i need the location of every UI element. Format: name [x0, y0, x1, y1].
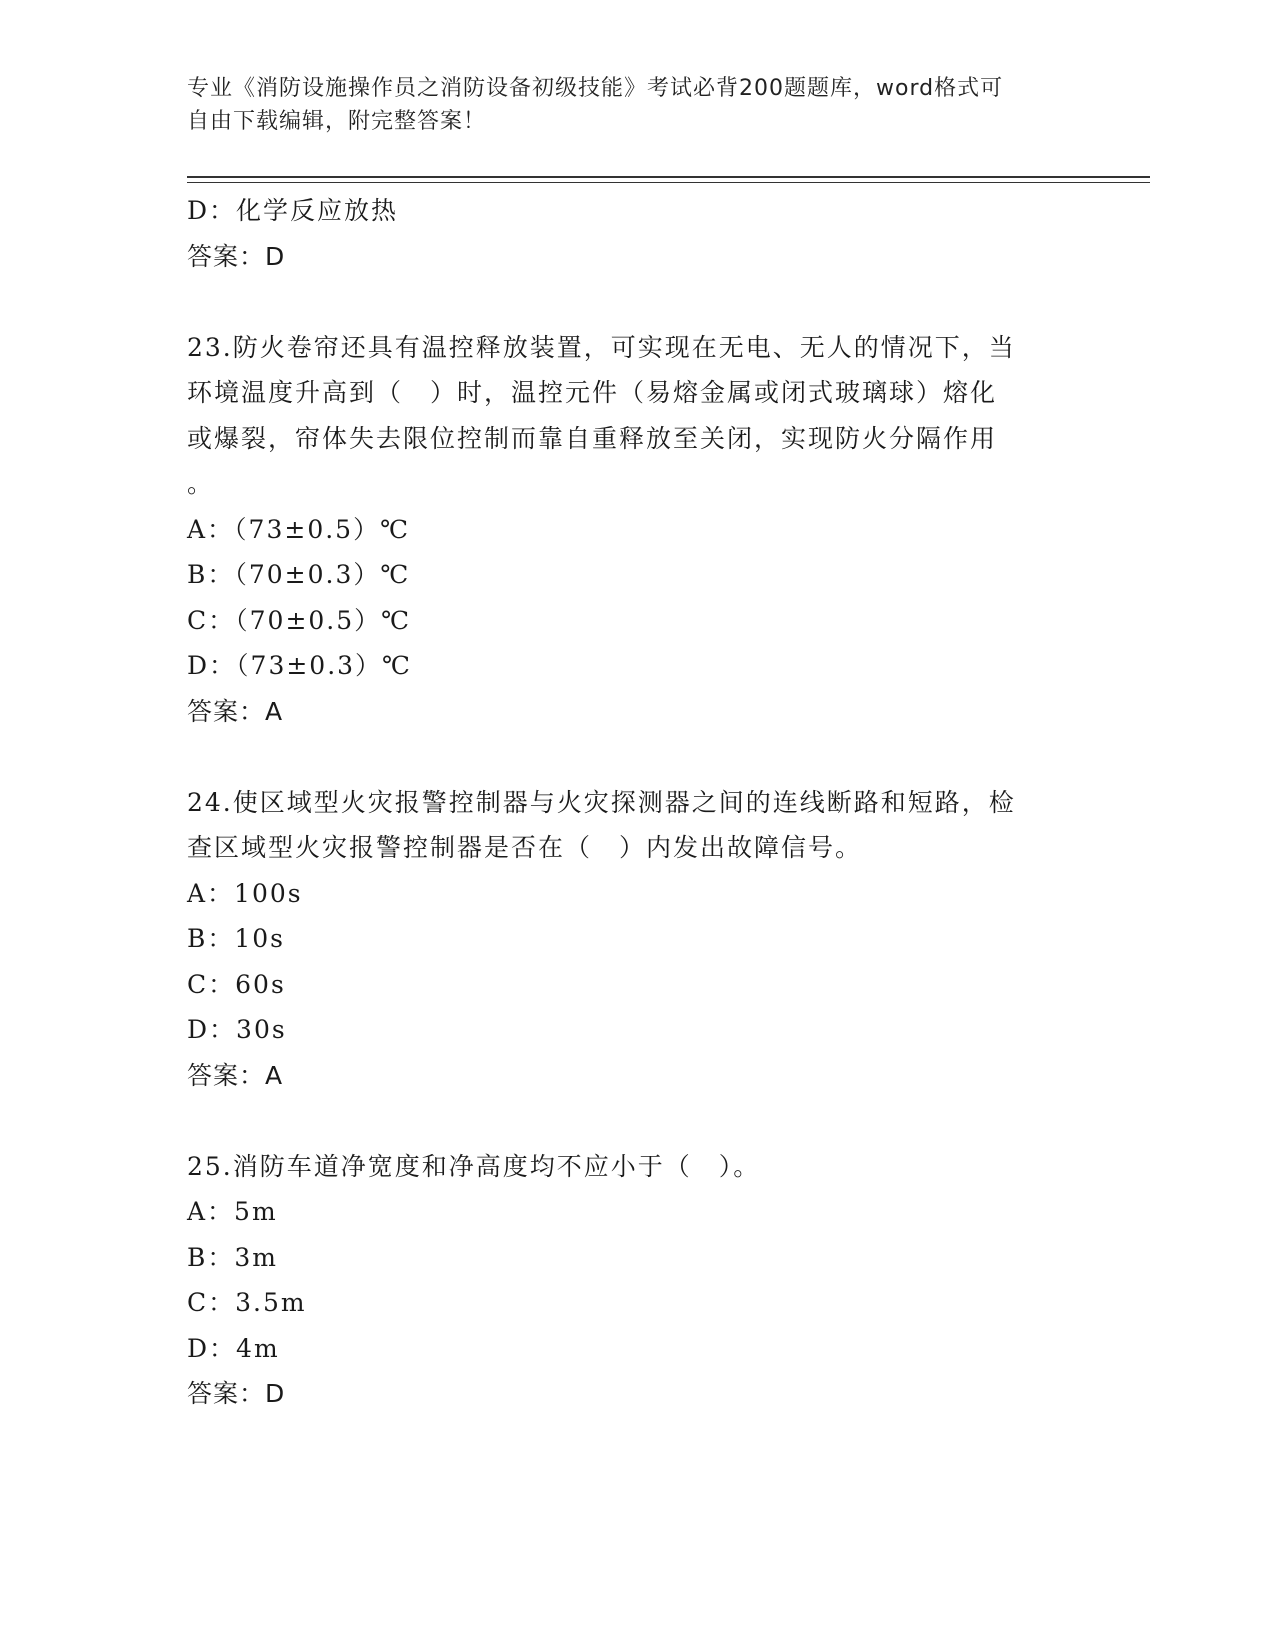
question-25-option-d: D：4m — [187, 1333, 280, 1363]
question-content — [187, 188, 1067, 1417]
question-25 — [187, 1144, 1067, 1417]
prev-option-d: D：化学反应放热 — [187, 196, 399, 225]
question-24-text-line-2: 查区域型火灾报警控制器是否在（ ）内发出故障信号。 — [187, 833, 863, 862]
prev-answer: 答案：D — [187, 241, 286, 271]
question-23-text-line-3: 或爆裂，帘体失去限位控制而靠自重释放至关闭，实现防火分隔作用 — [187, 423, 998, 453]
spacer — [187, 279, 1067, 325]
spacer — [187, 1098, 1067, 1144]
question-25-option-a: A：5m — [187, 1197, 278, 1226]
question-25-text-line-1: 25.消防车道净宽度和净高度均不应小于（ ）。 — [187, 1151, 761, 1181]
question-23-option-a: A：（73±0.5）℃ — [187, 514, 411, 544]
question-23 — [187, 325, 1067, 735]
question-23-text-line-1: 23.防火卷帘还具有温控释放装置，可实现在无电、无人的情况下，当 — [187, 332, 1016, 362]
question-23-option-b: B：（70±0.3）℃ — [187, 560, 411, 589]
question-25-answer: 答案：D — [187, 1379, 286, 1408]
spacer — [187, 734, 1067, 780]
question-24-option-a: A：100s — [187, 878, 303, 908]
question-23-answer: 答案：A — [187, 696, 284, 726]
question-24-answer: 答案：A — [187, 1060, 284, 1090]
header-rule-thick — [187, 176, 1150, 178]
header-line-1: 专业《消防设施操作员之消防设备初级技能》考试必背200题题库，word格式可 — [187, 76, 1004, 101]
question-25-option-c: C：3.5m — [187, 1288, 307, 1317]
question-24-text-line-1: 24.使区域型火灾报警控制器与火灾探测器之间的连线断路和短路，检 — [187, 787, 1016, 817]
question-23-option-d: D：（73±0.3）℃ — [187, 651, 413, 680]
page-header — [187, 72, 1067, 138]
question-24 — [187, 780, 1067, 1099]
question-24-option-b: B：10s — [187, 924, 286, 953]
question-25-option-b: B：3m — [187, 1242, 278, 1272]
question-23-text-line-2: 环境温度升高到（ ）时，温控元件（易熔金属或闭式玻璃球）熔化 — [187, 378, 998, 407]
header-line-2: 自由下载编辑，附完整答案！ — [187, 109, 487, 134]
question-24-option-d: D：30s — [187, 1015, 287, 1044]
question-23-option-c: C：（70±0.5）℃ — [187, 605, 412, 635]
question-23-text-line-4: 。 — [187, 469, 215, 498]
question-24-option-c: C：60s — [187, 969, 286, 999]
header-rule-thin — [187, 182, 1150, 183]
